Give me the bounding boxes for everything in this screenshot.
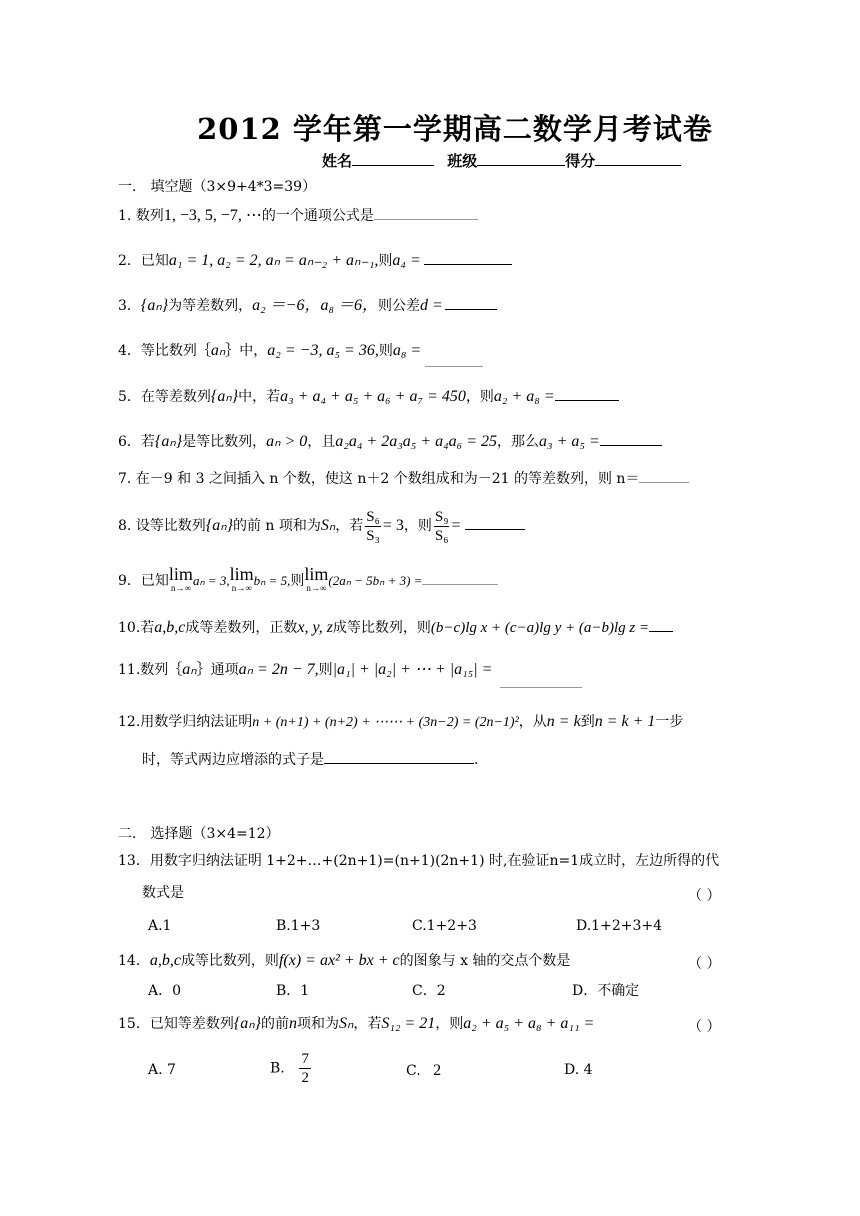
- question-number: 1.: [118, 208, 132, 224]
- math-expr: aₙ = 3,: [192, 573, 230, 588]
- math-expr: a₃ + a₄ + a₅ + a₆ + a₇ = 450: [280, 388, 466, 405]
- question-text: 设等比数列: [135, 518, 206, 534]
- limit-sub: n→∞: [170, 583, 191, 593]
- question-number: 11.: [118, 662, 141, 678]
- limit-label: lim: [168, 564, 193, 584]
- question-text: 已知: [140, 253, 169, 269]
- question-text: ，则: [403, 518, 432, 534]
- math-expr: |a₁| + |a₂| + ⋯ + |a₁₅| =: [332, 661, 493, 678]
- math-expr: (2aₙ − 5bₙ + 3) =: [328, 573, 423, 588]
- math-expr: aₙ = 2n − 7,: [238, 661, 319, 678]
- math-expr: {aₙ}: [140, 297, 169, 314]
- limit-label: lim: [304, 564, 329, 584]
- question-13: 13．用数字归纳法证明 1+2+…+(2n+1)=(n+1)(2n+1) 时,在验证n=1成立时，左边所得的代: [118, 853, 720, 869]
- option-d[interactable]: D.1+2+3+4: [576, 918, 662, 934]
- question-5: [118, 387, 619, 407]
- answer-blank[interactable]: [600, 432, 662, 446]
- question-text: 到: [580, 714, 595, 730]
- math-expr: =: [451, 517, 461, 534]
- math-expr: {aₙ}: [154, 433, 183, 450]
- math-expr: Sₙ: [320, 517, 336, 534]
- question-text: ，那么: [497, 434, 540, 450]
- question-number: 3．: [118, 298, 141, 314]
- answer-blank[interactable]: [425, 353, 483, 367]
- question-12: [118, 712, 683, 733]
- question-number: 4．: [118, 343, 141, 359]
- math-expr: a₈ ＝6，: [320, 297, 379, 314]
- fraction-denominator: 2: [301, 1070, 309, 1086]
- score-label: 得分: [565, 152, 596, 170]
- question-text: 成等比数列，则: [180, 953, 279, 969]
- answer-blank[interactable]: [445, 296, 497, 310]
- math-expr: n + (n+1) + (n+2) + ⋯⋯ + (3n−2) = (2n−1)²: [252, 715, 519, 730]
- score-blank[interactable]: [595, 151, 681, 166]
- math-expr: a,b,c: [149, 952, 181, 969]
- question-8: [118, 506, 525, 546]
- question-1: [118, 206, 478, 226]
- fraction: [434, 508, 450, 545]
- answer-blank[interactable]: [649, 618, 673, 632]
- question-14: [118, 951, 570, 971]
- limit-operator: [229, 564, 254, 595]
- question-6: [118, 432, 662, 452]
- fraction-numerator: S₉: [434, 508, 449, 525]
- limit-label: lim: [229, 564, 254, 584]
- answer-paren[interactable]: （ ）: [688, 1019, 721, 1035]
- question-text: 7. 在－9 和 3 之间插入 n 个数，使这 n＋2 个数组成和为－21 的等差数列，则 n＝: [118, 471, 640, 487]
- math-expr: {aₙ}: [233, 1015, 261, 1032]
- fraction-numerator: S₆: [366, 508, 380, 525]
- fraction-denominator: S₆: [434, 527, 449, 544]
- math-expr: 1, −3, 5, −7, ⋯: [163, 207, 262, 224]
- question-text: ，则: [435, 1016, 464, 1032]
- limit-operator: [304, 564, 329, 595]
- option-b[interactable]: B．1: [276, 983, 310, 999]
- question-number: 12.: [118, 714, 141, 730]
- question-text: 的一个通项公式是: [261, 208, 374, 224]
- question-text: 为等差数列，: [168, 298, 253, 314]
- question-text: ，若: [335, 518, 364, 534]
- option-a[interactable]: A. 7: [148, 1062, 176, 1078]
- limit-sub: n→∞: [306, 583, 327, 593]
- question-text: 成等比数列，则: [332, 620, 431, 636]
- question-12-line2: [142, 750, 478, 770]
- option-label: B.: [270, 1060, 285, 1077]
- answer-blank[interactable]: [324, 750, 474, 764]
- question-9: [118, 565, 498, 597]
- question-11: [118, 660, 582, 680]
- math-expr: n = k: [546, 713, 581, 730]
- question-text: 则: [378, 343, 393, 359]
- fraction-denominator: S₃: [366, 527, 380, 544]
- math-expr: a₂ ＝−6，: [252, 297, 321, 314]
- question-text: 若: [140, 620, 155, 636]
- answer-blank[interactable]: [639, 469, 689, 483]
- question-text: 的图象与 x 轴的交点个数是: [399, 953, 571, 969]
- option-c[interactable]: C．2: [412, 983, 446, 999]
- answer-blank[interactable]: [500, 674, 582, 688]
- question-text: 是等比数列，: [182, 434, 267, 450]
- question-text: ｝通项: [196, 662, 239, 678]
- answer-blank[interactable]: [465, 516, 525, 530]
- question-text: 则公差: [378, 298, 421, 314]
- math-expr: a₄ =: [392, 252, 421, 269]
- math-expr: a,b,c: [154, 619, 186, 636]
- question-number: 2．: [118, 253, 141, 269]
- option-label: C.: [406, 1063, 421, 1079]
- question-number: 8.: [118, 518, 132, 534]
- answer-blank[interactable]: [555, 387, 619, 401]
- name-label: 姓名: [322, 152, 353, 170]
- question-text: 的前 n 项和为: [232, 518, 321, 534]
- math-expr: n = k + 1: [594, 713, 656, 730]
- option-a[interactable]: A．0: [148, 983, 182, 999]
- question-text: ，则: [465, 389, 494, 405]
- option-c[interactable]: C.1+2+3: [412, 918, 477, 934]
- limit-operator: [168, 564, 193, 595]
- option-d[interactable]: D．不确定: [572, 983, 640, 999]
- math-expr: aₙ: [210, 342, 226, 359]
- math-expr: {aₙ}: [210, 388, 239, 405]
- math-expr: a₂ = −3, a₅ = 36,: [267, 342, 379, 359]
- math-expr: a₃ + a₅ =: [539, 433, 600, 450]
- question-text: 数列｛: [140, 662, 183, 678]
- question-15: [118, 1014, 594, 1034]
- question-text: 则: [290, 573, 305, 589]
- question-text: 已知等差数列: [149, 1016, 234, 1032]
- fraction: [365, 508, 381, 545]
- question-text: ，若: [353, 1016, 382, 1032]
- answer-blank[interactable]: [424, 251, 512, 265]
- student-info: [322, 150, 689, 171]
- question-text: 则: [318, 662, 333, 678]
- question-text: 在等差数列: [140, 389, 211, 405]
- math-expr: a₂ + a₈ =: [493, 388, 555, 405]
- question-number: 5．: [118, 389, 141, 405]
- question-10: [118, 618, 673, 638]
- math-expr: S₁₂ = 21: [381, 1015, 436, 1032]
- question-2: [118, 251, 512, 271]
- question-text: ，且: [307, 434, 336, 450]
- math-expr: Sₙ: [339, 1015, 354, 1032]
- question-number: 6．: [118, 434, 141, 450]
- question-text: .: [474, 752, 479, 768]
- option-a[interactable]: A.1: [148, 918, 172, 934]
- math-expr: x, y, z: [297, 619, 333, 636]
- question-number: 9．: [118, 573, 141, 589]
- question-text: 一步: [655, 714, 684, 730]
- question-text: 成等差数列，正数: [185, 620, 298, 636]
- question-number: 14．: [118, 953, 150, 969]
- math-expr: n: [289, 1015, 297, 1032]
- question-text: 若: [140, 434, 155, 450]
- question-text: 项和为: [297, 1016, 339, 1032]
- math-expr: = 3: [382, 517, 404, 534]
- page-title: 2012 学年第一学期高二数学月考试卷: [197, 112, 713, 146]
- question-text: 的前: [261, 1016, 289, 1032]
- question-number: 15．: [118, 1016, 150, 1032]
- fraction-numerator: 7: [301, 1051, 309, 1067]
- question-text: 则: [378, 253, 393, 269]
- question-text: 用数学归纳法证明: [140, 714, 253, 730]
- class-label: 班级: [447, 152, 478, 170]
- limit-sub: n→∞: [231, 583, 252, 593]
- math-expr: aₙ > 0: [266, 433, 308, 450]
- question-13-line2: 数式是: [142, 885, 184, 901]
- math-expr: a₂ + a₅ + a₈ + a₁₁ =: [463, 1015, 595, 1032]
- math-expr: bₙ = 5,: [253, 573, 291, 588]
- question-4: [118, 341, 483, 361]
- option-b[interactable]: B.1+3: [276, 918, 321, 934]
- math-expr: a₂a₄ + 2a₃a₅ + a₄a₆ = 25: [335, 433, 498, 450]
- option-c[interactable]: [406, 1062, 441, 1080]
- question-text: ，从: [518, 714, 547, 730]
- option-d[interactable]: D. 4: [564, 1062, 593, 1078]
- question-3: [118, 296, 497, 316]
- math-expr: d =: [420, 297, 443, 314]
- question-7: [118, 469, 689, 489]
- question-text: 数列: [135, 208, 164, 224]
- answer-paren[interactable]: （ ）: [688, 956, 721, 972]
- math-expr: (b−c)lg x + (c−a)lg y + (a−b)lg z =: [430, 620, 650, 636]
- question-text: ｝中，: [225, 343, 268, 359]
- section-fill-in: 一． 填空题（3×9+4*3=39）: [118, 179, 317, 195]
- math-expr: a₈ =: [392, 342, 422, 359]
- math-expr: f(x) = ax² + bx + c: [278, 952, 400, 969]
- question-text: 等比数列｛: [140, 343, 211, 359]
- name-blank[interactable]: [352, 151, 434, 166]
- math-expr: aₙ: [182, 661, 197, 678]
- question-text: 中，若: [238, 389, 281, 405]
- answer-blank[interactable]: [374, 206, 478, 220]
- class-blank[interactable]: [477, 151, 565, 166]
- math-expr: a₁ = 1, a₂ = 2, aₙ = aₙ₋₂ + aₙ₋₁,: [168, 252, 379, 269]
- question-text: 时，等式两边应增添的式子是: [142, 752, 324, 768]
- section-multiple-choice: 二． 选择题（3×4=12）: [118, 826, 280, 842]
- question-text: 已知: [140, 573, 169, 589]
- math-expr: {aₙ}: [205, 517, 233, 534]
- option-value: 2: [433, 1062, 442, 1079]
- fraction: [299, 1050, 311, 1087]
- answer-paren[interactable]: （ ）: [688, 888, 721, 904]
- question-number: 10.: [118, 620, 141, 636]
- option-b[interactable]: [270, 1050, 313, 1087]
- answer-blank[interactable]: [422, 571, 498, 585]
